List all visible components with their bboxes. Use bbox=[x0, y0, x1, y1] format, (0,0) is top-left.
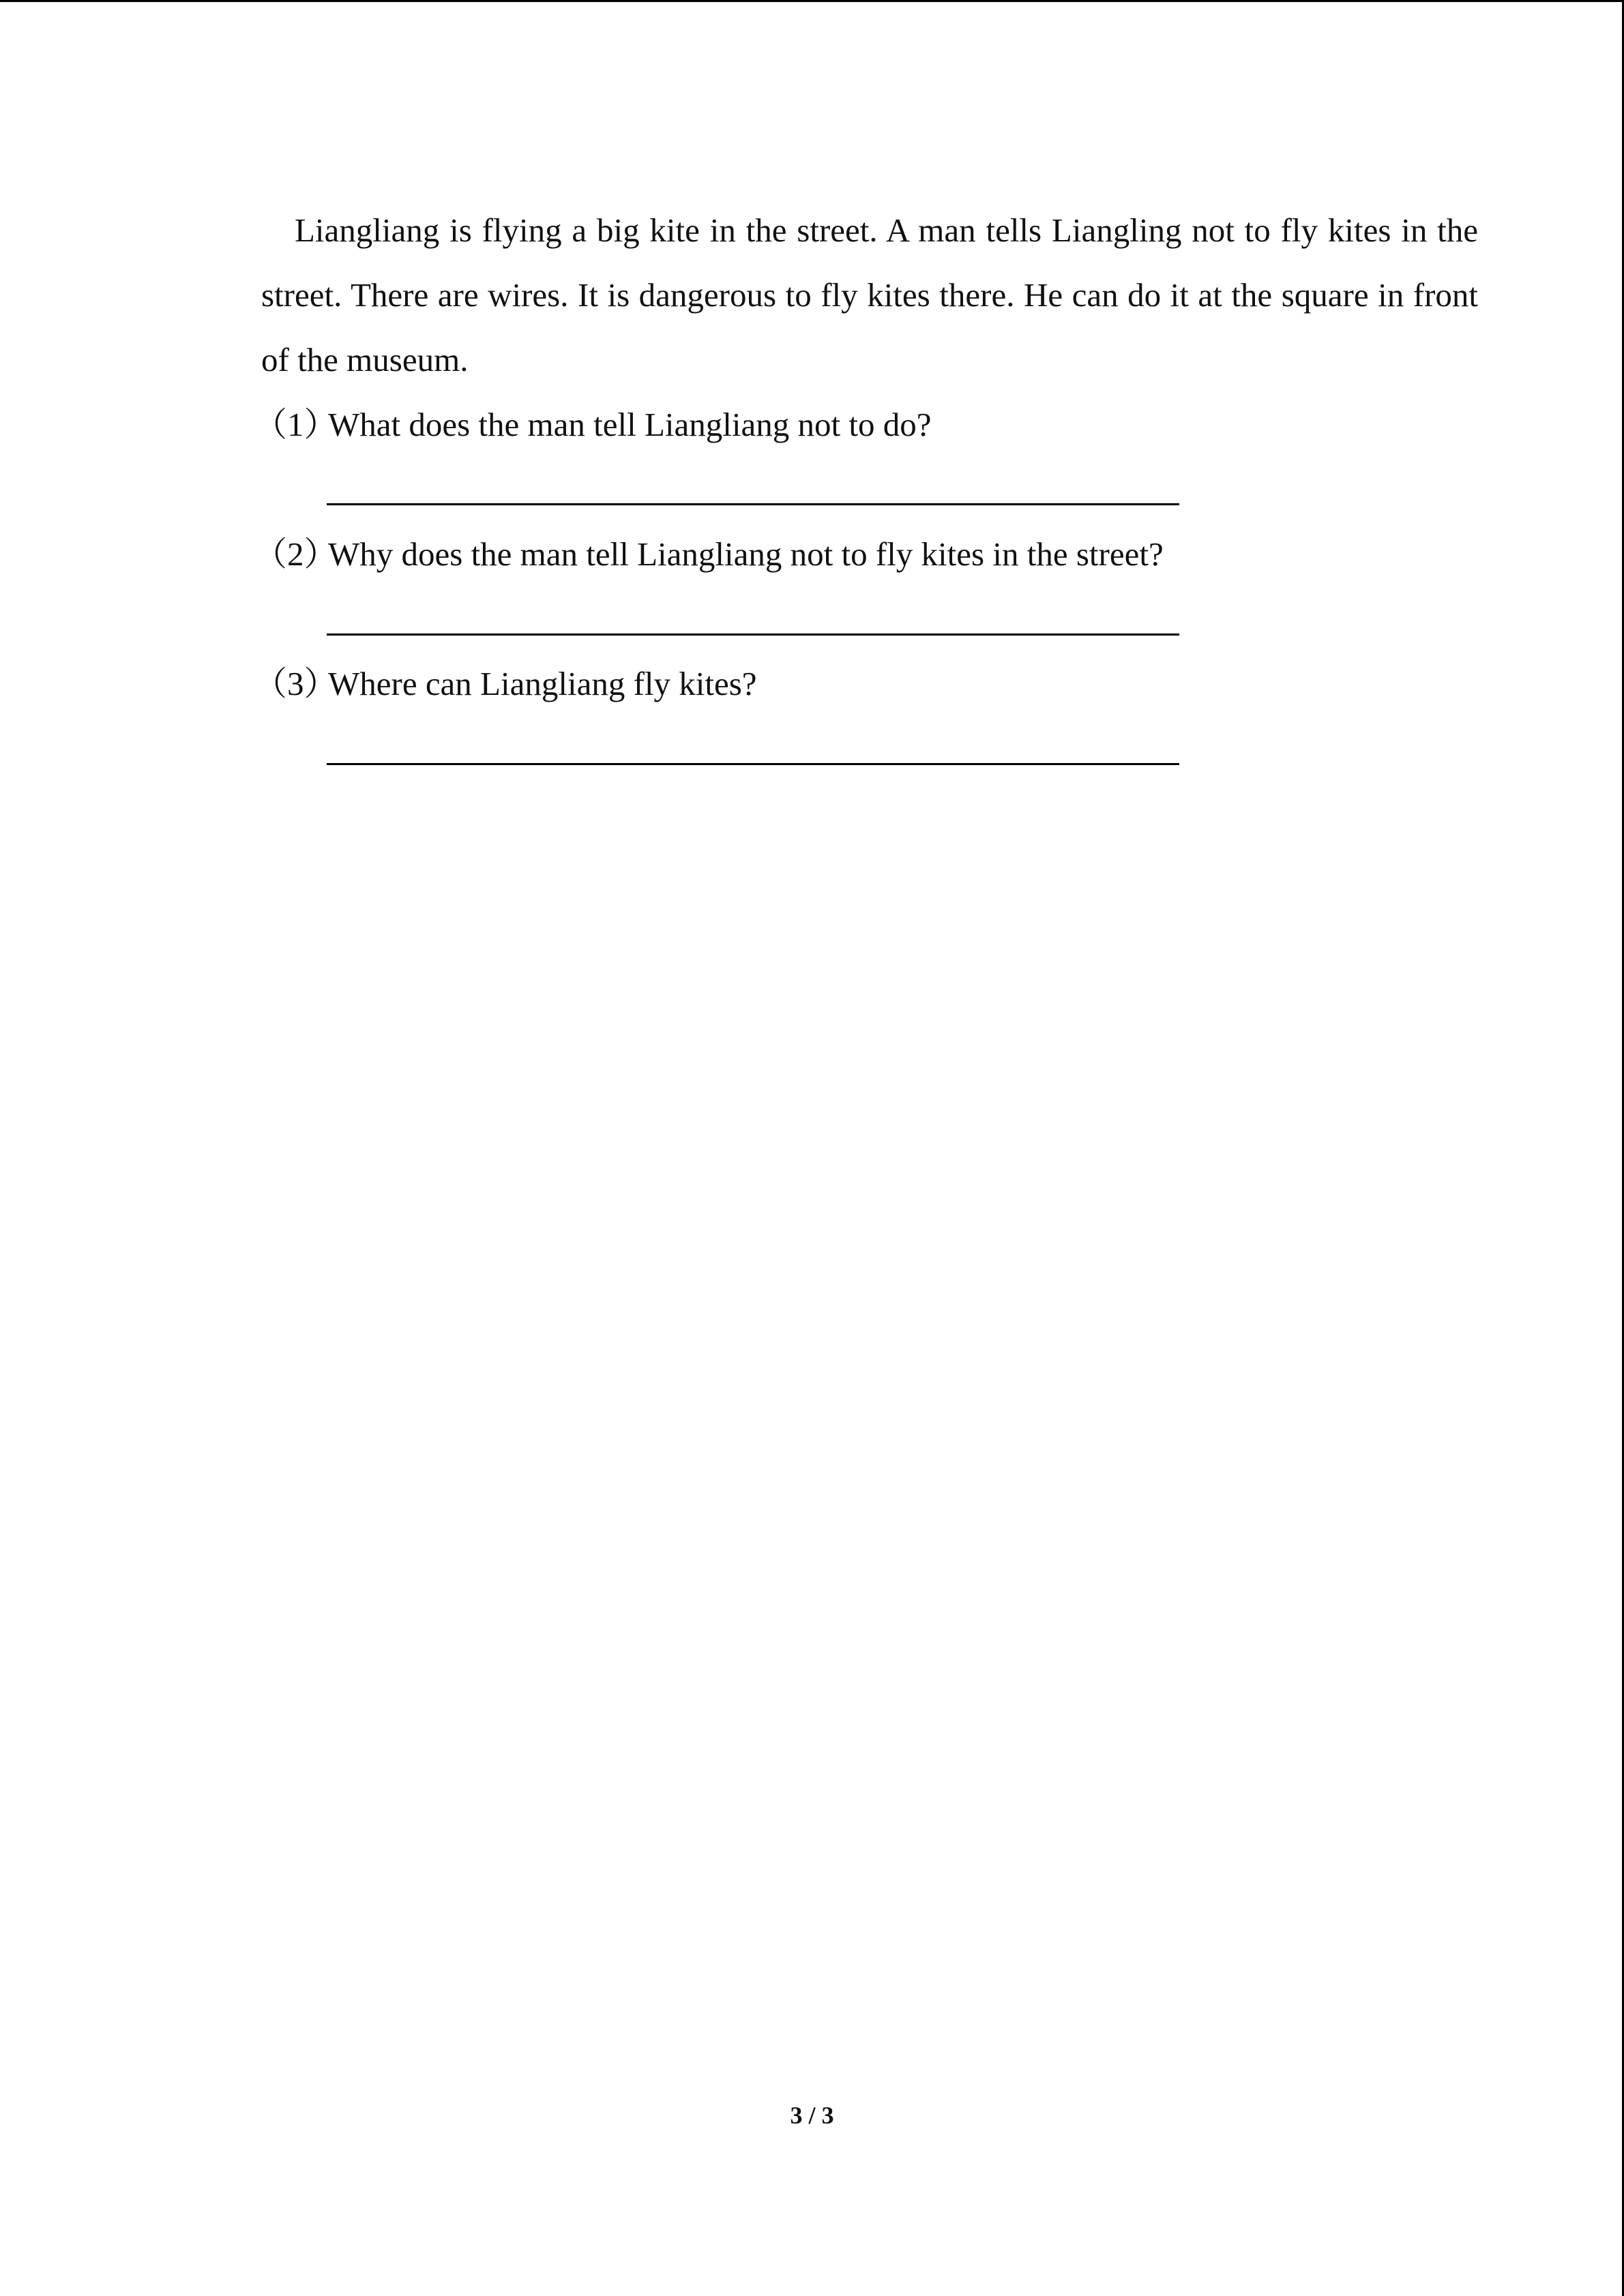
answer-line-2[interactable] bbox=[327, 633, 1179, 636]
question-2 bbox=[254, 522, 1164, 586]
question-number: （2） bbox=[254, 535, 338, 573]
answer-line-1[interactable] bbox=[327, 503, 1179, 505]
question-1 bbox=[254, 392, 932, 457]
question-number: （1） bbox=[254, 406, 338, 443]
question-text: Where can Liangliang fly kites? bbox=[328, 665, 757, 702]
question-3 bbox=[254, 651, 757, 716]
page-border-top bbox=[0, 0, 1624, 2]
question-text: Why does the man tell Liangliang not to fly kites in the street? bbox=[328, 535, 1164, 573]
page-number: 3 / 3 bbox=[790, 2102, 834, 2129]
answer-line-3[interactable] bbox=[327, 763, 1179, 765]
question-text: What does the man tell Liangliang not to do? bbox=[328, 406, 932, 443]
question-number: （3） bbox=[254, 665, 338, 702]
reading-passage: Liangliang is flying a big kite in the street. A man tells Liangling not to fly kites in the street. There are wires. It is dangerous to fly kites there. He can do it at the square in front of the museum. bbox=[261, 211, 1478, 378]
